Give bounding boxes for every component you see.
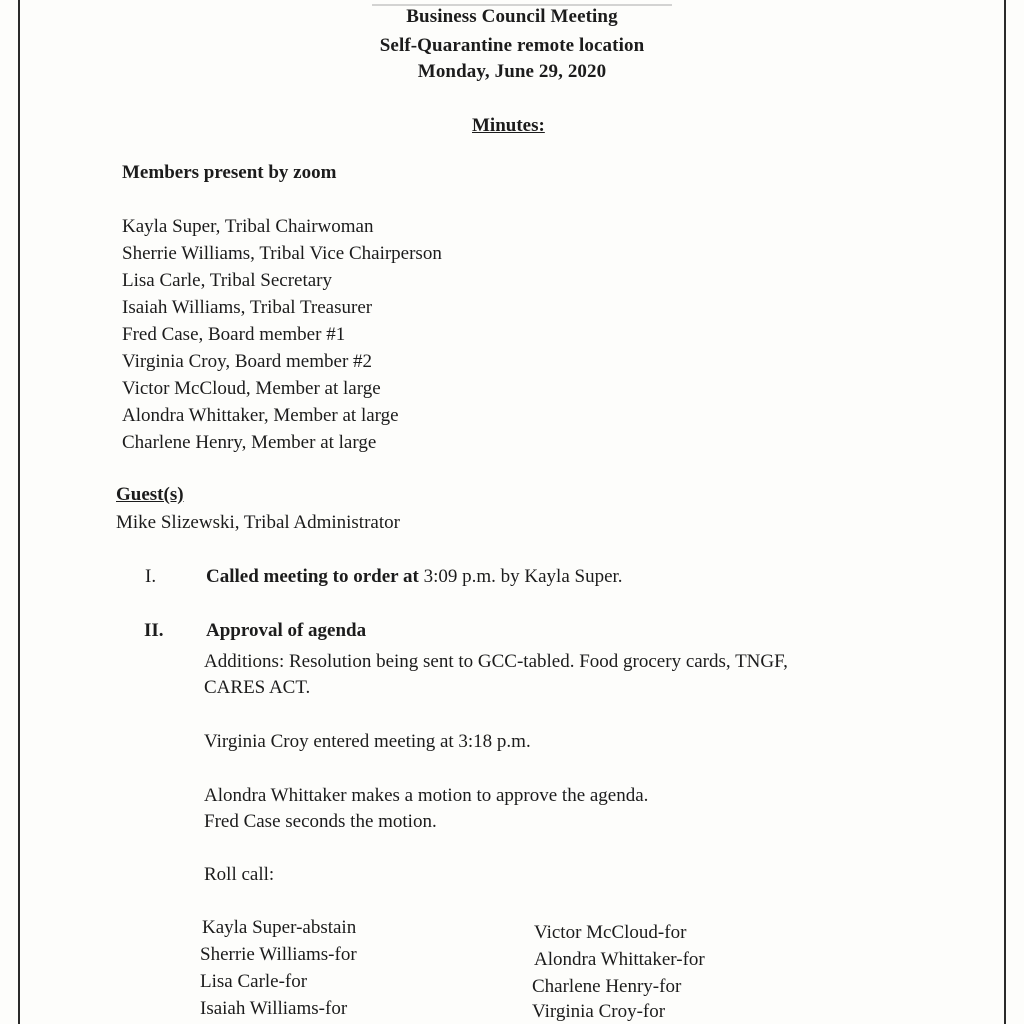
item-title: Called meeting to order at <box>206 566 419 587</box>
vote-entry: Isaiah Williams-for <box>200 998 348 1019</box>
vote-entry: Victor McCloud-for <box>534 922 687 943</box>
vote-entry: Alondra Whittaker-for <box>534 949 705 970</box>
member-entry: Isaiah Williams, Tribal Treasurer <box>122 297 373 318</box>
vote-entry: Virginia Croy-for <box>532 1001 666 1022</box>
item-numeral: II. <box>144 620 164 641</box>
member-entry: Victor McCloud, Member at large <box>122 378 381 399</box>
guests-heading: Guest(s) <box>116 484 184 505</box>
item-numeral: I. <box>145 566 157 587</box>
vote-entry: Kayla Super-abstain <box>202 917 357 938</box>
meeting-title: Business Council Meeting <box>406 6 618 27</box>
member-entry: Alondra Whittaker, Member at large <box>122 405 399 426</box>
member-entry: Charlene Henry, Member at large <box>122 432 377 453</box>
member-entry: Fred Case, Board member #1 <box>122 324 346 345</box>
member-entry: Virginia Croy, Board member #2 <box>122 351 373 372</box>
item-detail: 3:09 p.m. by Kayla Super. <box>418 566 623 587</box>
agenda-item-call-to-order <box>206 566 623 588</box>
meeting-date: Monday, June 29, 2020 <box>417 61 607 82</box>
member-entry: Sherrie Williams, Tribal Vice Chairperson <box>122 243 442 264</box>
member-entry: Lisa Carle, Tribal Secretary <box>122 270 333 291</box>
item-title: Approval of agenda <box>206 620 367 641</box>
motion-text: Alondra Whittaker makes a motion to approve the agenda. <box>204 785 649 806</box>
vote-entry: Lisa Carle-for <box>200 971 308 992</box>
members-heading: Members present by zoom <box>122 162 337 183</box>
second-text: Fred Case seconds the motion. <box>204 811 437 832</box>
page-right-border <box>1004 0 1006 1024</box>
roll-call-label: Roll call: <box>204 864 275 885</box>
vote-entry: Charlene Henry-for <box>532 976 682 997</box>
agenda-additions-cont: CARES ACT. <box>204 677 311 698</box>
agenda-item-approval <box>206 620 366 642</box>
agenda-additions: Additions: Resolution being sent to GCC-tabled. Food grocery cards, TNGF, <box>204 651 788 672</box>
page-left-border <box>18 0 20 1024</box>
minutes-title: Minutes: <box>472 115 545 136</box>
attendance-note: Virginia Croy entered meeting at 3:18 p.m. <box>204 731 531 752</box>
guest-entry: Mike Slizewski, Tribal Administrator <box>116 512 400 533</box>
member-entry: Kayla Super, Tribal Chairwoman <box>122 216 374 237</box>
meeting-location: Self-Quarantine remote location <box>379 35 645 56</box>
vote-entry: Sherrie Williams-for <box>200 944 357 965</box>
